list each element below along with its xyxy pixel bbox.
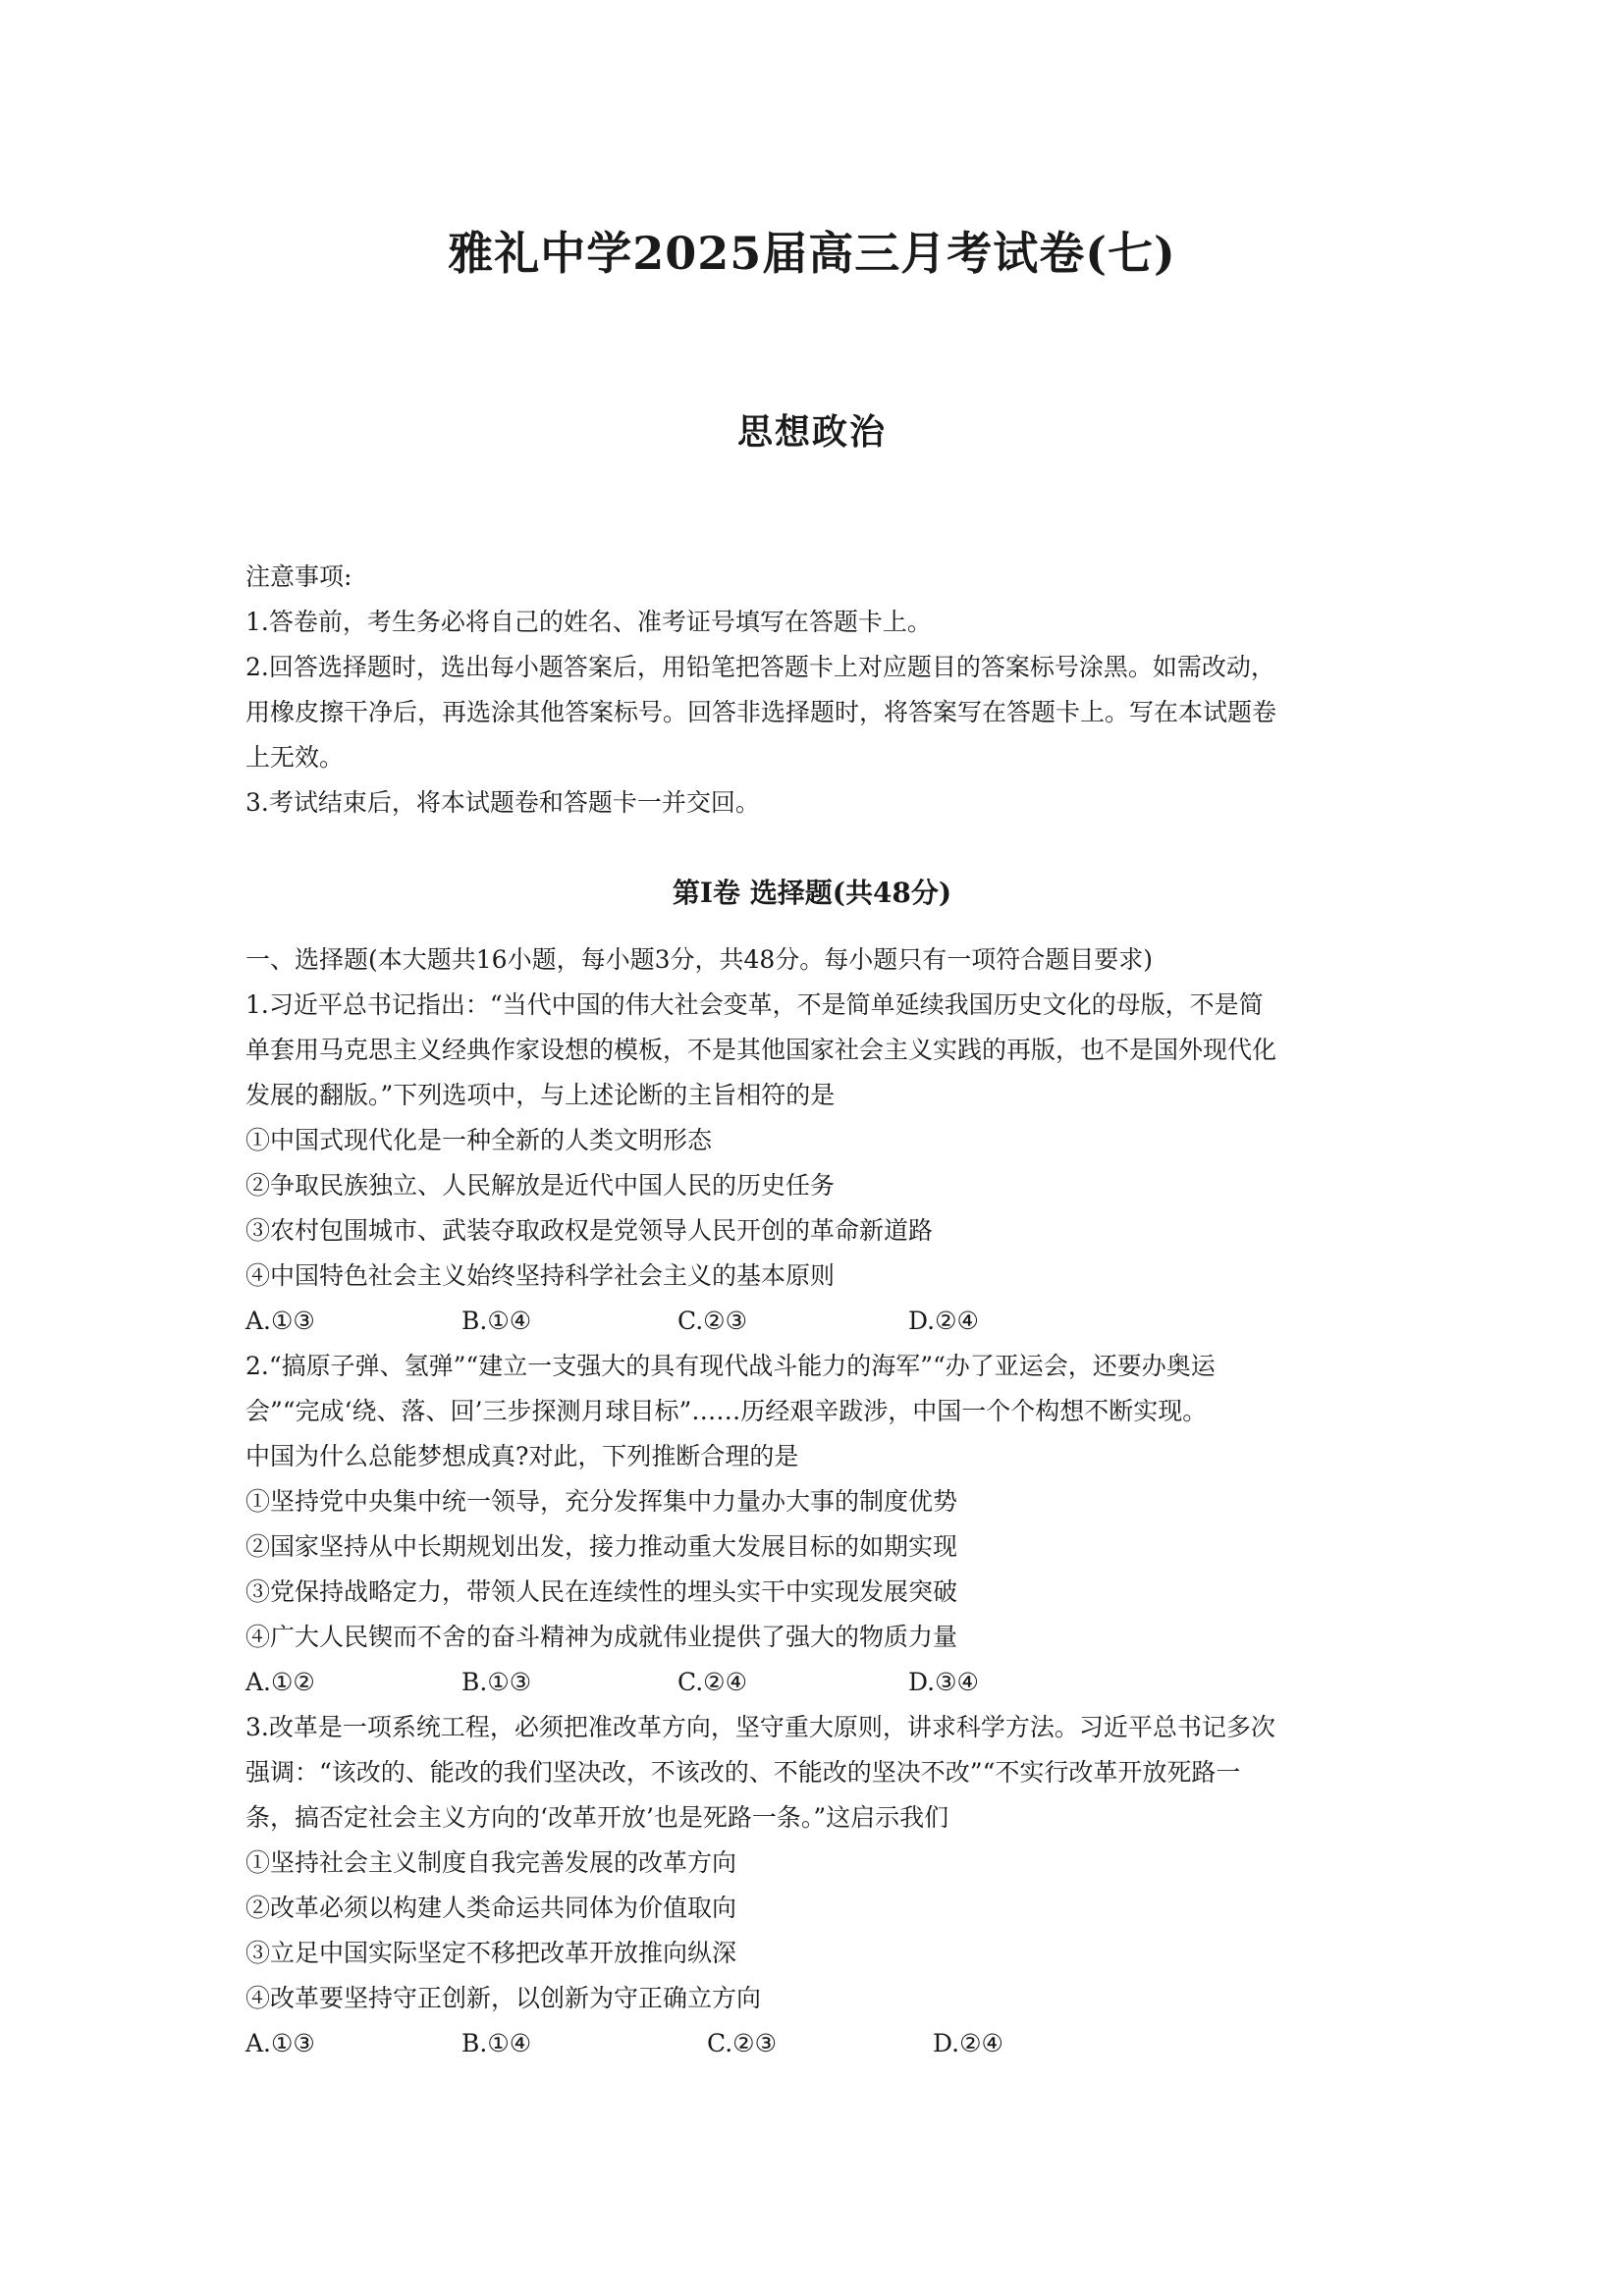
section-title: 第Ⅰ卷 选择题(共48分) bbox=[672, 877, 952, 909]
questions-block bbox=[245, 937, 1384, 2066]
question-stem-line: 条，搞否定社会主义方向的‘改革开放’也是死路一条。”这启示我们 bbox=[245, 1803, 949, 1832]
question-option: ③党保持战略定力，带领人民在连续性的埋头实干中实现发展突破 bbox=[245, 1577, 958, 1606]
choice-c: C.②③ bbox=[677, 1307, 748, 1335]
exam-title: 雅礼中学2025届高三月考试卷(七) bbox=[448, 227, 1176, 280]
subject-title: 思想政治 bbox=[736, 411, 887, 453]
question-option: ②改革必须以构建人类命运共同体为价值取向 bbox=[245, 1894, 737, 1922]
answer-choices bbox=[245, 2021, 1384, 2066]
notice-line: 用橡皮擦干净后，再选涂其他答案标号。回答非选择题时，将答案写在答题卡上。写在本试题卷 bbox=[245, 698, 1277, 726]
question-1 bbox=[245, 983, 1384, 1344]
question-stem-line: 强调：“该改的、能改的我们坚决改，不该改的、不能改的坚决不改”“不实行改革开放死路一 bbox=[245, 1758, 1241, 1787]
question-option: ④中国特色社会主义始终坚持科学社会主义的基本原则 bbox=[245, 1261, 836, 1290]
choice-d: D.②④ bbox=[933, 2029, 1003, 2057]
question-stem-line: 发展的翻版。”下列选项中，与上述论断的主旨相符的是 bbox=[245, 1081, 836, 1109]
section-intro: 一、选择题(本大题共16小题，每小题3分，共48分。每小题只有一项符合题目要求) bbox=[245, 945, 1154, 974]
question-stem-line: 2.“搞原子弹、氢弹”“建立一支强大的具有现代战斗能力的海军”“办了亚运会，还要办奥运 bbox=[245, 1352, 1216, 1380]
choice-c: C.②③ bbox=[707, 2029, 778, 2057]
question-stem-line: 1.习近平总书记指出：“当代中国的伟大社会变革，不是简单延续我国历史文化的母版，不是简 bbox=[245, 990, 1264, 1019]
choice-a: A.①③ bbox=[245, 2029, 315, 2057]
choice-b: B.①④ bbox=[461, 2029, 532, 2057]
question-option: ④改革要坚持守正创新，以创新为守正确立方向 bbox=[245, 1984, 762, 2012]
choice-d: D.③④ bbox=[908, 1668, 979, 1696]
notice-line: 1.答卷前，考生务必将自己的姓名、准考证号填写在答题卡上。 bbox=[245, 608, 932, 636]
question-option: ①坚持社会主义制度自我完善发展的改革方向 bbox=[245, 1848, 737, 1877]
question-option: ④广大人民锲而不舍的奋斗精神为成就伟业提供了强大的物质力量 bbox=[245, 1623, 958, 1651]
question-stem-line: 会”“完成‘绕、落、回’三步探测月球目标”……历经艰辛跋涉，中国一个个构想不断实现。 bbox=[245, 1397, 1208, 1425]
question-option: ①中国式现代化是一种全新的人类文明形态 bbox=[245, 1126, 713, 1154]
question-stem-line: 3.改革是一项系统工程，必须把准改革方向，坚守重大原则，讲求科学方法。习近平总书记多次 bbox=[245, 1713, 1275, 1741]
choice-a: A.①② bbox=[245, 1668, 315, 1696]
notice-block bbox=[245, 555, 1384, 826]
notice-line: 上无效。 bbox=[245, 743, 345, 772]
question-3 bbox=[245, 1705, 1384, 2066]
notice-line: 2.回答选择题时，选出每小题答案后，用铅笔把答题卡上对应题目的答案标号涂黑。如需改动， bbox=[245, 653, 1275, 681]
answer-choices bbox=[245, 1299, 1384, 1344]
question-option: ②国家坚持从中长期规划出发，接力推动重大发展目标的如期实现 bbox=[245, 1532, 958, 1561]
choice-d: D.②④ bbox=[908, 1307, 979, 1335]
notice-heading: 注意事项: bbox=[245, 562, 352, 591]
question-option: ②争取民族独立、人民解放是近代中国人民的历史任务 bbox=[245, 1171, 836, 1200]
notice-line: 3.考试结束后，将本试题卷和答题卡一并交回。 bbox=[245, 788, 760, 817]
choice-b: B.①④ bbox=[461, 1307, 532, 1335]
choice-c: C.②④ bbox=[677, 1668, 748, 1696]
question-stem-line: 中国为什么总能梦想成真?对此，下列推断合理的是 bbox=[245, 1442, 799, 1470]
choice-a: A.①③ bbox=[245, 1307, 315, 1335]
question-2 bbox=[245, 1344, 1384, 1705]
question-stem-line: 单套用马克思主义经典作家设想的模板，不是其他国家社会主义实践的再版，也不是国外现代化 bbox=[245, 1036, 1277, 1064]
question-option: ③农村包围城市、武装夺取政权是党领导人民开创的革命新道路 bbox=[245, 1216, 934, 1245]
answer-choices bbox=[245, 1660, 1384, 1705]
choice-b: B.①③ bbox=[461, 1668, 532, 1696]
question-option: ①坚持党中央集中统一领导，充分发挥集中力量办大事的制度优势 bbox=[245, 1487, 958, 1516]
question-option: ③立足中国实际坚定不移把改革开放推向纵深 bbox=[245, 1939, 737, 1967]
